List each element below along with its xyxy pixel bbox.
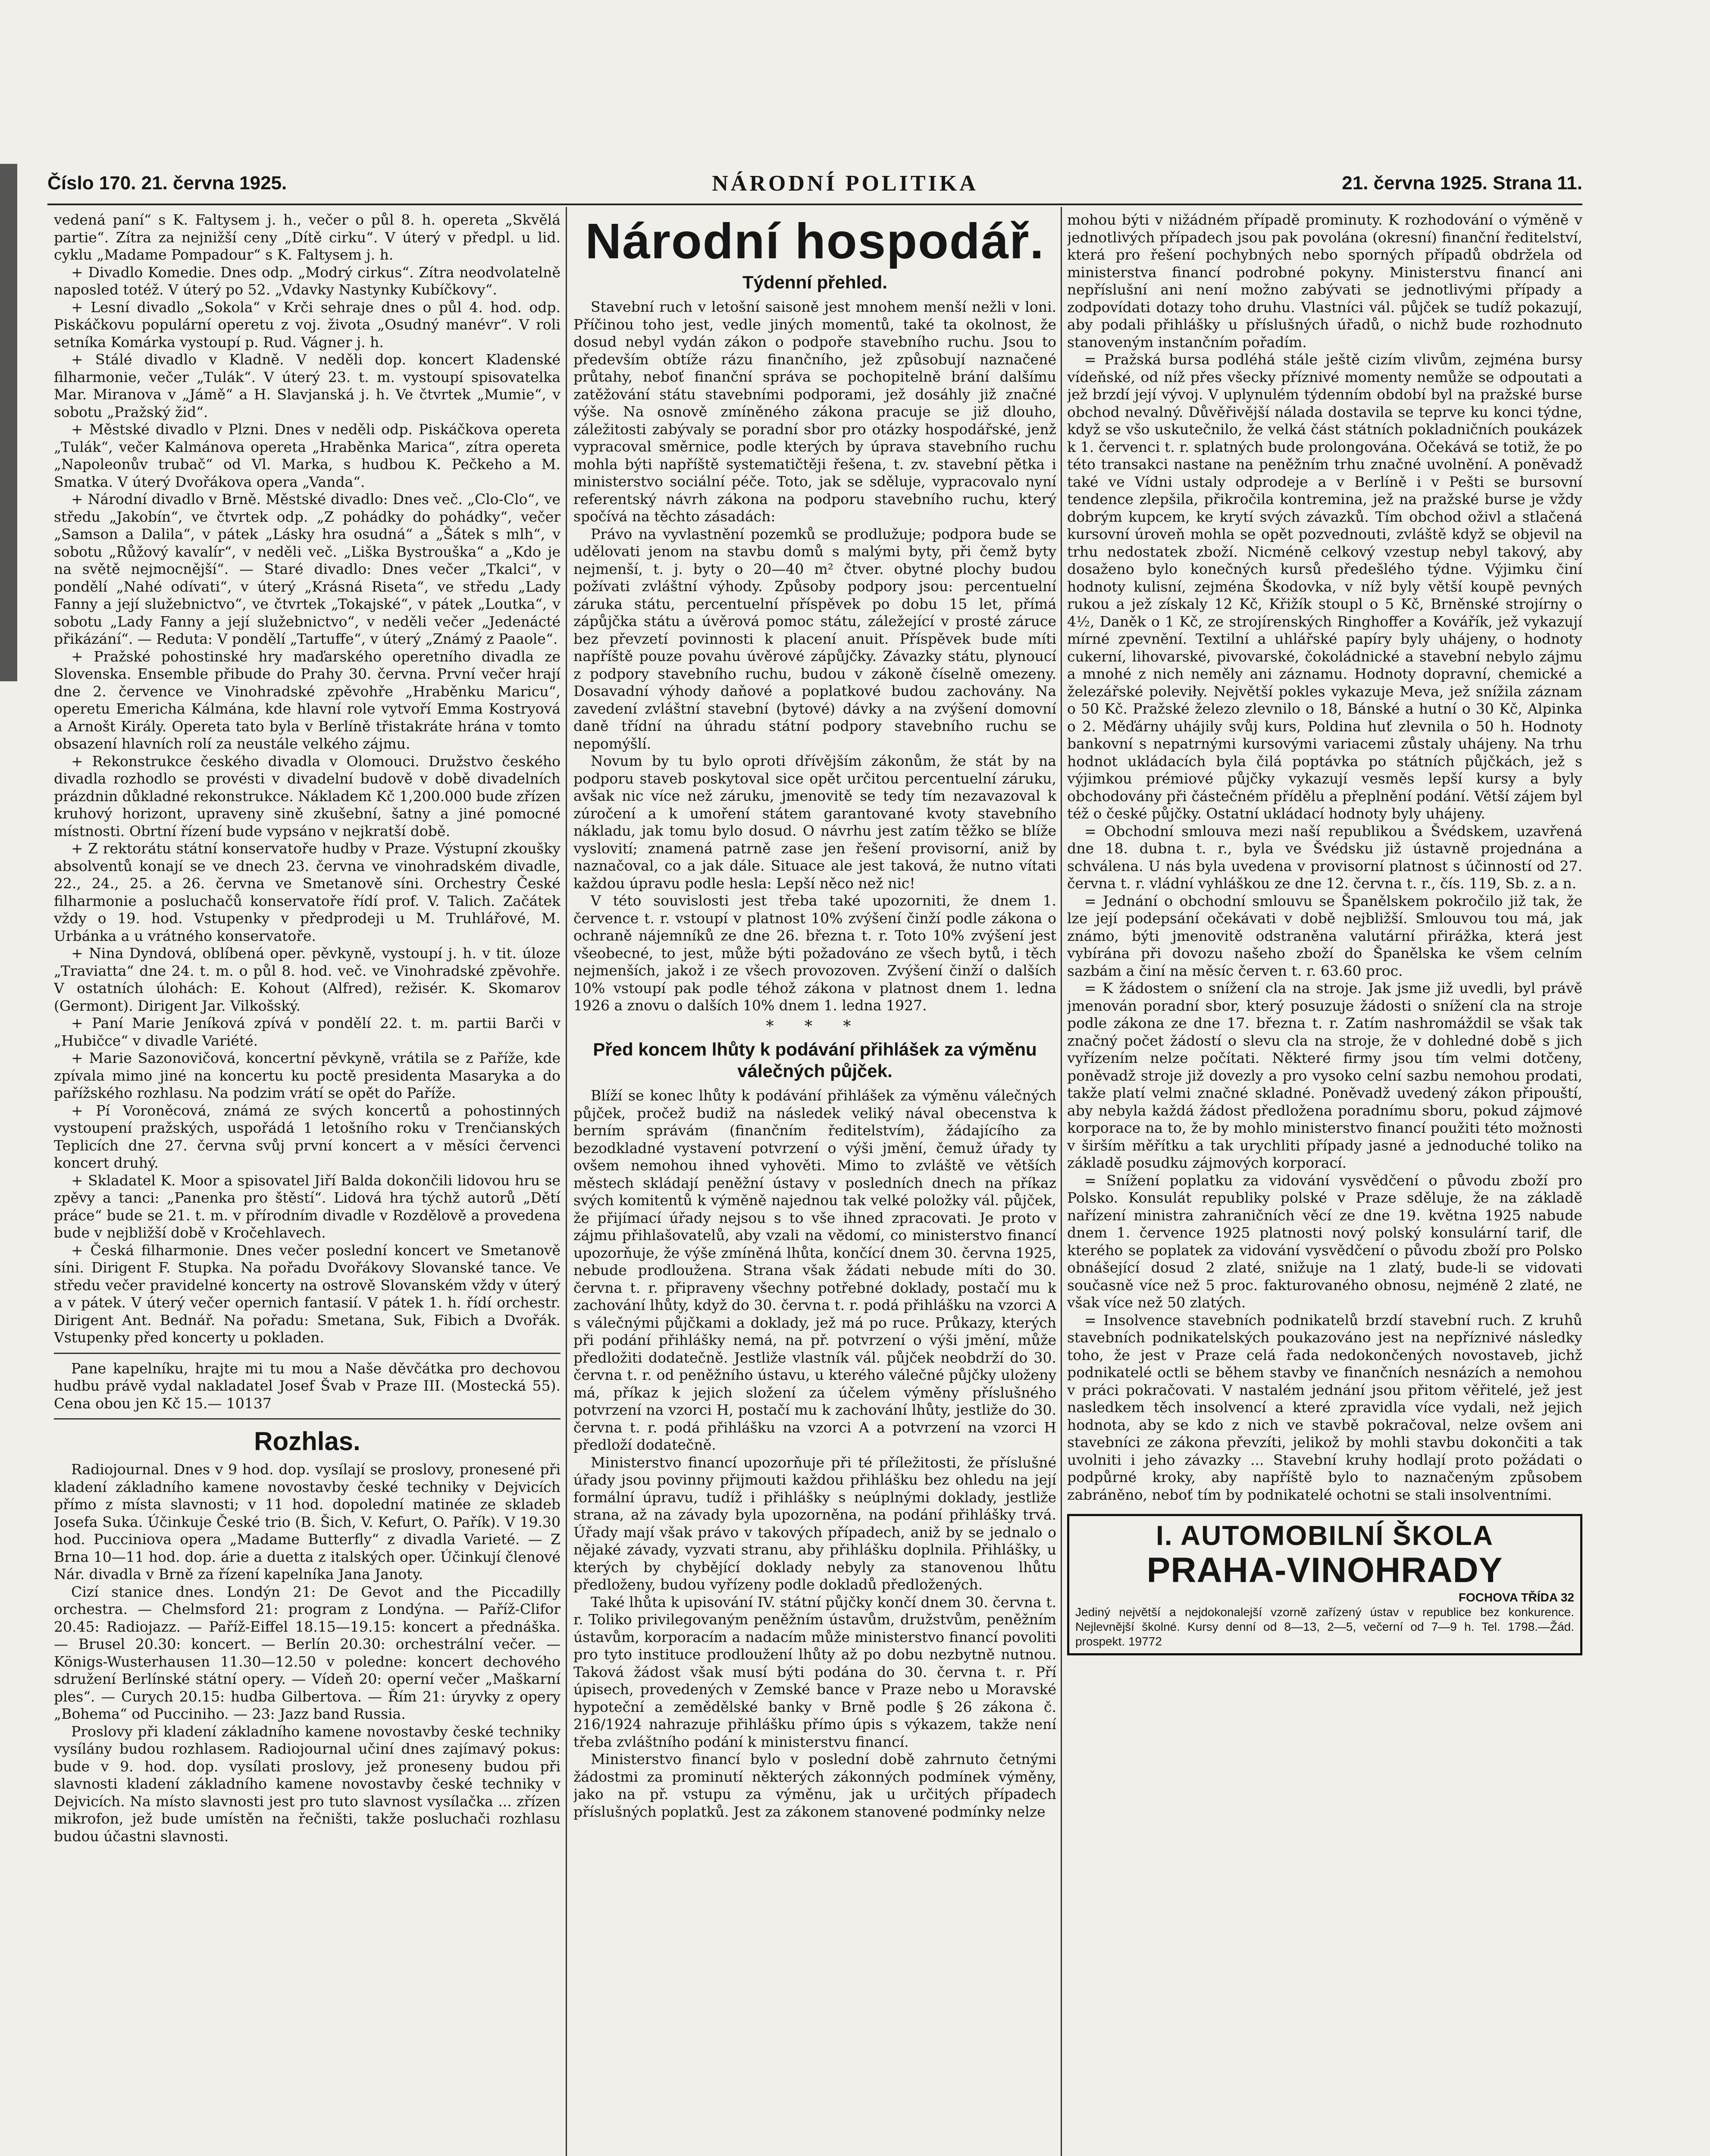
article-paragraph: = Snížení poplatku za vidování vysvědčení o původu zboží pro Polsko. Konsulát republiky polské v Praze sděluje, že na základě nařízení ministra zahraničních věcí ze dne 19. května 1925 nabude dnem 1. července 1925 platnosti nový polský konsulární tarif, dle kterého se poplatek za vidování vysvědčení o původu zboží pro Polsko obnášející dosud 2 zlaté, snižuje na 1 zlatý, bude-li se vidovati současně více než 5 proc. fakturovaného obnosu, nejméně 2 zlaté, ne však více než 50 zlatých. <box>1067 1172 1582 1311</box>
article-paragraph: = Pražská bursa podléhá stále ještě cizím vlivům, zejména bursy vídeňské, od níž přes všecky příznivé momenty nemůže se odpoutati a jež brzdí její vývoj. V uplynulém týdenním období byl na pražské burse obchod nevalný. Důvěřivější nálada dostavila se teprve ku konci týdne, když se všo uskutečnilo, že velká část státních pokladničních poukázek k 1. červenci t. r. splatných bude prolongována. Očekává se totiž, že po této transakci nastane na peněžním trhu značné uvolnění. A poněvadž také ve Vídni ustaly odprodeje a v Berlíně i v Pešti se bursovní tendence zlepšila, přikročila kontremina, jež na pražské burse je vždy dobrým kupcem, ke krytí svých závazků. Tím obchod oživl a stlačená kursovní úroveň mohla se opět pozvednouti, zvláště když se objevil na trhu nedostatek zboží. Nicméně celkový vzestup nebyl takový, aby dosaženo bylo konečných kursů předešlého týdne. Výjimku činí hodnoty kulisní, zejména Škodovka, v níž byly větší koupě pevných rukou a jež získaly 12 Kč, Křižík stoupl o 5 Kč, Brněnské strojírny o 4½, Daněk o 1 Kč, ze strojírenských Ringhoffer a Kovářík, jež vykazují mírné zpevnění. Textilní a uhlářské papíry byly uhájeny, o hodnoty cukerní, lihovarské, pivovarské, čokoládnické a stavební nebylo zájmu a mnohé z nich neměly ani záznamu. Hodnoty dopravní, chemické a železářské poleviły. Největší pokles vykazuje Meva, jež snížila záznam o 50 Kč. Pražské železo zlevnilo o 18, Bánské a hutní o 30 Kč, Alpinka o 2. Měďárny uhájily svůj kurs, Poldina huť zlevnila o 50 h. Hodnoty bankovní s nepatrnými kursovými variacemi zůstaly uhájeny. Na trhu hodnot ukládacích byla čilá poptávka po státních půjčkách, jež s výjimkou prémiové půjčky vykazují vesměs lepší kursy a byly obchodovány při částečném přídělu a přeplnění podání. Větší zájem byl též o české půjčky. Ostatní ukládací hodnoty byly uhájeny. <box>1067 351 1582 822</box>
subheading-weekly-review: Týdenní přehled. <box>742 272 888 292</box>
article-paragraph: + Paní Marie Jeníková zpívá v pondělí 22. t. m. partii Barči v „Hubičce“ v divadle Variété. <box>54 1015 561 1049</box>
article-paragraph: + Rekonstrukce českého divadla v Olomouci. Družstvo českého divadla rozhodlo se provésti v divadelní budově v době divadelních prázdnin důkladné rekonstrukce. Nákladem Kč 1,200.000 bude zřízen kruhový horizont, upraveny sině zkušební, šatny a jiné pomocné místnosti. Obrtní řízení bude vypsáno v nejkratší době. <box>54 752 561 840</box>
article-paragraph: = Insolvence stavebních podnikatelů brzdí stavební ruch. Z kruhů stavebních podnikatelských poukazováno jest na nepříznivé následky toho, že jest v Praze celá řada nedokončených novostaveb, jichž podnikatelé octli se během stavby ve finančních nesnázích a nemohou v práci pokračovati. V nastalém jednání jsou přitom věřitelé, jež jest nasledkem těch insolvencí a které zpravidla více vydali, než jejich hodnota, aby se kdo z nich ve stavbě pokračoval, nelze ovšem ani stavebníci ze zákona převzíti, jelikož by mohli stavbu dokončiti a tak uvolniti i jeho závazky ... Stavební kruhy hodlají proto požádati o podpůrné kroky, aby napříště bylo to naznačeným způsobem zabráněno, neboť tím by podnikatelé ochotni se stali insolventními. <box>1067 1311 1582 1503</box>
masthead: NÁRODNÍ POLITIKA <box>712 171 978 196</box>
column-rule-2 <box>1061 207 1062 2156</box>
divider <box>54 1353 561 1354</box>
article-paragraph: Cizí stanice dnes. Londýn 21: De Gevot and the Piccadilly orchestra. — Chelmsford 21: program z Londýna. — Paříž-Clifor 20.45: Radiojazz. — Paříž-Eiffel 18.15—19.15: koncert a přednáška. — Brusel 20.30: koncert. — Berlín 20.30: orchestrální večer. — Königs-Wusterhausen 11.30—12.50 v poledne: koncert dechového sdružení Berlínské státní opery. — Vídeň 20: operní večer „Maškarní ples“. — Curych 20.15: hudba Gilbertova. — Řím 21: úryvky z opery „Bohema“ od Pucciniho. — 23: Jazz band Russia. <box>54 1583 561 1722</box>
issue-number-date: Číslo 170. 21. června 1925. <box>47 172 287 194</box>
article-headline: Před koncem lhůty k podávání přihlášek za výměnu válečných půjček. <box>593 1039 1037 1081</box>
section-separator: * * * <box>766 1017 864 1035</box>
article-paragraph: + Pražské pohostinské hry maďarského operetního divadla ze Slovenska. Ensemble přibude do Prahy 30. června. První večer hrají dne 2. července ve Vinohradské zpěvohře „Hraběnku Maricu“, operetu Emericha Kálmána, kde hlavní role vytvoří Emma Kostryová a Arnošt Király. Opereta tato byla v Berlíně třistakráte hrána v tomto obsazení hlavních rolí za neustále velkého zájmu. <box>54 648 561 752</box>
article-paragraph: Radiojournal. Dnes v 9 hod. dop. vysílají se proslovy, pronesené při kladení základního kamene novostavby české techniky v Dejvicích přímo z místa slavnosti; v 11 hod. dopolední matinée ze skladeb Josefa Suka. Účinkuje České trio (B. Šich, V. Kefurt, O. Pařík). V 19.30 hod. Pucciniova opera „Madame Butterfly“ z divadla Varieté. — Z Brna 10—11 hod. dop. árie a duetta z italských oper. Účinkují členové Nár. divadla v Brně za řízení kapelníka Jana Janoty. <box>54 1461 561 1583</box>
article-paragraph: Stavební ruch v letošní saisoně jest mnohem menší nežli v loni. Příčinou toho jest, vedle jiných momentů, také ta okolnost, že dosud nebyl vydán zákon o podpoře stavebního ruchu. Jsou to především obtíže rázu finančního, jež způsobují naznačené průtahy, neboť finanční správa se pochopitelně brání dalšímu zatěžování státu stavebními podporami, jež dosáhly již značné výše. Na osnově zmíněného zákona pracuje se již dlouho, záležitosti zabývaly se poradní sbor pro otázky hospodářské, jenž vypracoval směrnice, podle kterých by úprava stavebního ruchu mohla býti napříště systematičtěji řešena, t. zv. stavební pětka i ministerstvo sociální péče. Toto, jak se sděluje, vypracovalo nyní referentský návrh zákona na podporu stavebního ruchu, který spočívá na těchto zásadách: <box>573 298 1056 525</box>
column-rule-1 <box>566 207 567 2156</box>
date-page-number: 21. června 1925. Strana 11. <box>1342 172 1582 194</box>
header-rule <box>47 204 1582 205</box>
article-paragraph: + Pí Voroněcová, známá ze svých koncertů a pohostinných vystoupení pražských, uspořádá 1 letošního roku v Trenčianských Teplicích dne 27. června svůj první koncert a v měsíci červenci koncert druhý. <box>54 1102 561 1171</box>
page-header <box>47 172 1582 203</box>
article-paragraph: + Marie Sazonovičová, koncertní pěvkyně, vrátila se z Paříže, kde zpívala mimo jiné na koncertu ku poctě presidenta Masaryka a do pařížského rozhlasu. Na podzim vrátí se opět do Paříže. <box>54 1050 561 1101</box>
column-markets <box>1067 211 1582 2156</box>
article-paragraph: mohou býti v nižádném případě prominuty. K rozhodování o výměně v jednotlivých případech jsou pak povolána (okresní) finanční ředitelství, která pro řešení pochybných nebo sporných případů obdržela od ministerstva financí podrobné pokyny. Ministerstvu financí ani nepříslušní ani není možno zabývati se jednotlivými případy a zodpovídati dotazy toho druhu. Vlastníci vál. půjček se tudíž pokazují, aby podali přihlášky u příslušných úřadů, o nichž bude rozhodnuto stanoveným instančním pořadím. <box>1067 211 1582 351</box>
article-paragraph: = K žádostem o snížení cla na stroje. Jak jsme již uvedli, byl právě jmenován poradní sbor, který posuzuje žádosti o snížení cla na stroje podle zákona ze dne 17. března t. r. Zatím nashromáždil se však tak značný počet žádostí o slevu cla na stroje, že v dohledné době s jich vyřízením nelze počítati. Některé firmy jsou tím velmi dotčeny, poněvadž stroje již dovezly a pro vysoko celní sazbu nemohou prodati, takže platí velmi značné skladné. Poněvadž uvedený zákon připouští, aby nebyla každá žádost předložena poradnímu sboru, pokud zájmové korporace na to, že by mohlo ministerstvo financí použiti této možnosti v širším měřítku a tak urychliti případy jasné a jednoduché toliko na základě posudku zájmových korporací. <box>1067 980 1582 1171</box>
article-paragraph: vedená paní“ s K. Faltysem j. h., večer o půl 8. h. opereta „Skvělá partie“. Zítra za nejnižší ceny „Dítě cirku“. V úterý v předpl. u lid. cyklu „Madame Pompadour“ s K. Faltysem j. h. <box>54 211 561 263</box>
advertisement-driving-school <box>1067 1514 1582 1655</box>
article-paragraph: = Obchodní smlouva mezi naší republikou a Švédskem, uzavřená dne 18. dubna t. r., byla ve Švédsku již ústavně projednána a schválena. U nás byla uvedena v provisorní platnost s účinností od 27. června t. r. vládní vyhláškou ze dne 12. června t. r., čís. 119, Sb. z. a n. <box>1067 822 1582 892</box>
article-paragraph: Právo na vyvlastnění pozemků se prodlužuje; podpora bude se udělovati jenom na stavbu domů s malými byty, při čemž byty nejmenší, t. j. byty o 20—40 m² čtver. obytné plochy budou požívati zvláštní výhody. Způsoby podpory jsou: percentuelní záruka státu, percentuelní příspěvek po dobu 15 let, přímá zápůjčka státu a úvěrová pomoc státu, záležející v prosté záruce bez převzetí povinnosti k placení anuit. Příspěvek bude míti napříště pouze povahu úvěrové zápůjčky. Závazky státu, plynoucí z podpory stavebního ruchu, budou v zákoně číselně omezeny. Dosavadní výhody daňové a poplatkové budou zachovány. Na zavedení zvláštní stavební (bytové) dávky a na zvýšení domovní daně třídní na úhradu státní podpory stavebního ruchu se nepomýšlí. <box>573 525 1056 752</box>
article-paragraph: + Skladatel K. Moor a spisovatel Jiří Balda dokončili lidovou hru se zpěvy a tanci: „Panenka pro štěstí“. Lidová hra týchž autorů „Dětí práce“ bude se 21. t. m. v přírodním divadle v Rozdělově a provedena bude v nejbližší době v Kročehlavech. <box>54 1172 561 1241</box>
ad-body: Jediný největší a nejdokonalejší vzorně zařízený ústav v republice bez konkurence. Nejlevnější školné. Kursy denní od 8—13, 2—5, večerní od 7—9 h. Tel. 1798.—Žád. prospekt. 19772 <box>1075 1605 1574 1648</box>
article-paragraph: Novum by tu bylo oproti dřívějším zákonům, že stát by na podporu staveb poskytoval sice opět určitou percentuelní záruku, avšak nic více než záruku, jmenovitě se tedy tím nezavazoval k zúročení a k umoření státem garantované kvoty stavebního nákladu, jak tomu bylo dosud. O návrhu jest zatím těžko se blíže vyslovití; znamená patrně zase jen řešení provisorní, aniž by naznačoval, co a jak dále. Situace ale jest taková, že nutno vítati každou úpravu podle hesla: Lepší něco než nic! <box>573 752 1056 892</box>
article-paragraph: Proslovy při kladení základního kamene novostavby české techniky vysílány budou rozhlasem. Radiojournal učiní dnes zajímavý pokus: bude v 9. hod. dop. vysílati proslovy, jež proneseny budou při slavnosti kladení základního kamene novostavby české techniky v Dejvicích. Na místo slavnosti jest pro tuto slavnost vysílačka ... zřízen mikrofon, jež bude umístěn na řečništi, takže posluchači rozhlasu budou účastni slavnosti. <box>54 1723 561 1845</box>
article-paragraph: Také lhůta k upisování IV. státní půjčky končí dnem 30. června t. r. Toliko privilegovaným peněžním ústavům, družstvům, peněžním ústavům, korporacím a nadacím může ministerstvo financí povoliti pro tyto instituce prodloužení lhůty až po dobu nezbytně nutnou. Taková žádost však musí býti podána do 30. června t. r. Pří úpisech, provedených v Zemské bance v Praze nebo u Moravské hypoteční a zemědělské banky v Brně podle § 26 zákona č. 216/1924 nahrazuje přihlášku přímo úpis s výkazem, takže není třeba zvláštního podání k ministerstvu financí. <box>573 1593 1056 1750</box>
ad-address: FOCHOVA TŘÍDA 32 <box>1458 1591 1574 1604</box>
article-paragraph: + Divadlo Komedie. Dnes odp. „Modrý cirkus“. Zítra neodvolatelně naposled totéž. V úterý po 52. „Vdavky Nastynky Kubíčkovy“. <box>54 263 561 298</box>
article-paragraph: Blíží se konec lhůty k podávání přihlášek za výměnu válečných půjček, pročež budiž na následek veliký nával obecenstva k berním správám (finančním ředitelstvím), žádajícího za bezodkladné vystavení potvrzení o výši jmění, čemuž úřady ty ovšem nemohou ihned vyhověti. Mimo to zvláště ve větších městech skládají peněžní ústavy v posledních dnech na příkaz svých komitentů k výměně najednou tak velké položky vál. půjček, že přijímací úřady nejsou s to vše ihned zpracovati. Je proto v zájmu přihlašovatelů, aby vzali na vědomí, co ministerstvo financí upozorňuje, že výše zmíněná lhůta, končící dnem 30. června 1925, nebude prodloužena. Strana však žádati nebude míti do 30. června t. r. připraveny všechny potřebné doklady, postačí mu k zachování lhůty, když do 30. června t. r. podá přihlášku na vzorci A s válečnými půjčkami a doklady, jež má po ruce. Průkazy, kterých při podání přihlášky nemá, na př. potvrzení o výši jmění, může předložiti dodatečně. Jestliže vlastník vál. půjček neobdrží do 30. června t. r. od peněžního ústavu, u kterého válečné půjčky uloženy má, příkaz k jejich složení za účelem výměny příslušného potvrzení na vzorci H, postačí mu k zachování lhůty, jestliže do 30. června t. r. podá přihlášku na vzorci A a potvrzení na vzorci H předloží dodatečně. <box>573 1087 1056 1453</box>
scan-edge-shadow <box>0 164 17 681</box>
article-paragraph: = Jednání o obchodní smlouvu se Španělskem pokročilo již tak, že lze její podepsání očekávati v době nejbližší. Smlouvou tou má, jak známo, býti jmenovitě odstraněna valutární přirážka, která jest vybírána při dovozu našeho zboží do Španělska ke všem celním sazbám a činí na měsíc červen t. r. 63.60 proc. <box>1067 892 1582 979</box>
article-paragraph: Ministerstvo financí upozorňuje při té příležitosti, že příslušné úřady jsou povinny přijmouti každou přihlášku bez ohledu na její formální úpravu, tudíž i přihlášky s neúplnými doklady, jestliže strana, až na závady byla upozorněna, na podání přihlášky trvá. Úřady mají však právo v takových případech, aniž by se jednalo o nějaké závady, vyzvati stranu, aby přihlášku doplnila. Přihlášky, u kterých by chybějící doklady nebyly za stanovenou lhůtu předloženy, budou vyřízeny podle dokladů předložených. <box>573 1454 1056 1593</box>
section-title-rozhlas: Rozhlas. <box>254 1427 360 1456</box>
article-paragraph: + Nina Dyndová, oblíbená oper. pěvkyně, vystoupí j. h. v tit. úloze „Traviatta“ dne 24. t. m. o půl 8. hod. več. ve Vinohradské zpěvohře. V ostatních úlohách: E. Kohout (Alfred), režisér. K. Skomarov (Germont). Dirigent Jar. Vilkošský. <box>54 945 561 1014</box>
article-paragraph: + Městské divadlo v Plzni. Dnes v neděli odp. Piskáčkova opereta „Tulák“, večer Kalmánova opereta „Hraběnka Marica“, zítra opereta „Napoleonův trubač“ od Vl. Marka, s hudbou K. Pečkeho a M. Smatka. V úterý Dvořákova opera „Vanda“. <box>54 421 561 490</box>
section-title-narodni-hospodar: Národní hospodář. <box>585 213 1045 269</box>
article-paragraph: + Stálé divadlo v Kladně. V neděli dop. koncert Kladenské filharmonie, večer „Tulák“. V úterý 23. t. m. vystoupí spisovatelka Mar. Miranova v „Jámě“ a H. Slavjanská j. h. Ve čtvrtek „Mumie“, v sobotu „Pražský žid“. <box>54 351 561 420</box>
article-paragraph: + Česká filharmonie. Dnes večer poslední koncert ve Smetanově síni. Dirigent F. Stupka. Na pořadu Dvořákovy Slovanské tance. Ve středu večer pravidelné koncerty na ostrově Slovanském vždy v úterý a v pátek. V úterý večer opernich fantasií. V pátek 1. h. řídí orchestr. Dirigent Ant. Bednář. Na pořadu: Smetana, Suk, Fibich a Dvořák. Vstupenky před koncerty u pokladen. <box>54 1241 561 1346</box>
column-economy <box>573 211 1056 2156</box>
article-paragraph: + Lesní divadlo „Sokola“ v Krči sehraje dnes o půl 4. hod. odp. Piskáčkovu populární operetu z voj. života „Osudný manévr“. V roli setníka Komárka vystoupí p. Rud. Vágner j. h. <box>54 298 561 351</box>
divider <box>54 1418 561 1420</box>
article-paragraph: V této souvislosti jest třeba také upozorniti, že dnem 1. července t. r. vstoupí v platnost 10% zvýšení činží podle zákona o ochraně nájemníků ze dne 26. března t. r. Toto 10% zvýšení jest všeobecné, to jest, může býti požadováno ze všech bytů, i těch nejmenších, jakož i ze všech provozoven. Zvýšení činží o dalších 10% vstoupí pak podle téhož zákona v platnost dnem 1. ledna 1926 a znovu o dalších 10% dnem 1. ledna 1927. <box>573 892 1056 1014</box>
article-paragraph: + Z rektorátu státní konservatoře hudby v Praze. Výstupní zkoušky absolventů konají se ve dnech 23. června ve vinohradském divadle, 22., 24., 25. a 26. června ve Smetanově síni. Orchestry České filharmonie a posluchačů konservatoře řídí prof. V. Talich. Začátek vždy o 19. hod. Vstupenky v předprodeji u M. Truhlářové, M. Urbánka a u vrátného konservatoře. <box>54 840 561 944</box>
column-culture <box>54 211 561 2156</box>
article-paragraph: + Národní divadlo v Brně. Městské divadlo: Dnes več. „Clo-Clo“, ve středu „Jakobín“, ve čtvrtek odp. „Z pohádky do pohádky“, večer „Samson a Dalila“, v pátek „Lásky hra osudná“ a „Šátek s mlh“, v sobotu „Růžový kavalír“, v neděli več. „Liška Bystrouška“ a „Kdo je na světě nejmocnější“. — Staré divadlo: Dnes večer „Tkalci“, v pondělí „Nahé odívati“, v úterý „Krásná Riseta“, ve středu „Lady Fanny a její služebnictvo“, ve čtvrtek „Tokajské“, v pátek „Loutka“, v sobotu „Lady Fanny a její služebnictvo“, v neděli večer „Jedenácté přikázání“. — Reduta: V pondělí „Tartuffe“, v úterý „Známý z Paaole“. <box>54 491 561 647</box>
ad-headline: I. AUTOMOBILNÍ ŠKOLA <box>1156 1520 1494 1551</box>
advertisement-notice: Pane kapelníku, hrajte mi tu mou a Naše děvčátka pro dechovou hudbu právě vydal nakladatel Josef Švab v Praze III. (Mostecká 55). Cena obou jen Kč 15.— 10137 <box>54 1360 561 1412</box>
ad-location: PRAHA-VINOHRADY <box>1146 1551 1503 1590</box>
article-paragraph: Ministerstvo financí bylo v poslední době zahrnuto četnými žádostmi za prominutí některých zákonných podmínek výměny, jako na př. vstupu za výměnu, jak u určitých případech příslušných poplatků. Jest za zákonem stanovené podmínky nelze <box>573 1751 1056 1820</box>
